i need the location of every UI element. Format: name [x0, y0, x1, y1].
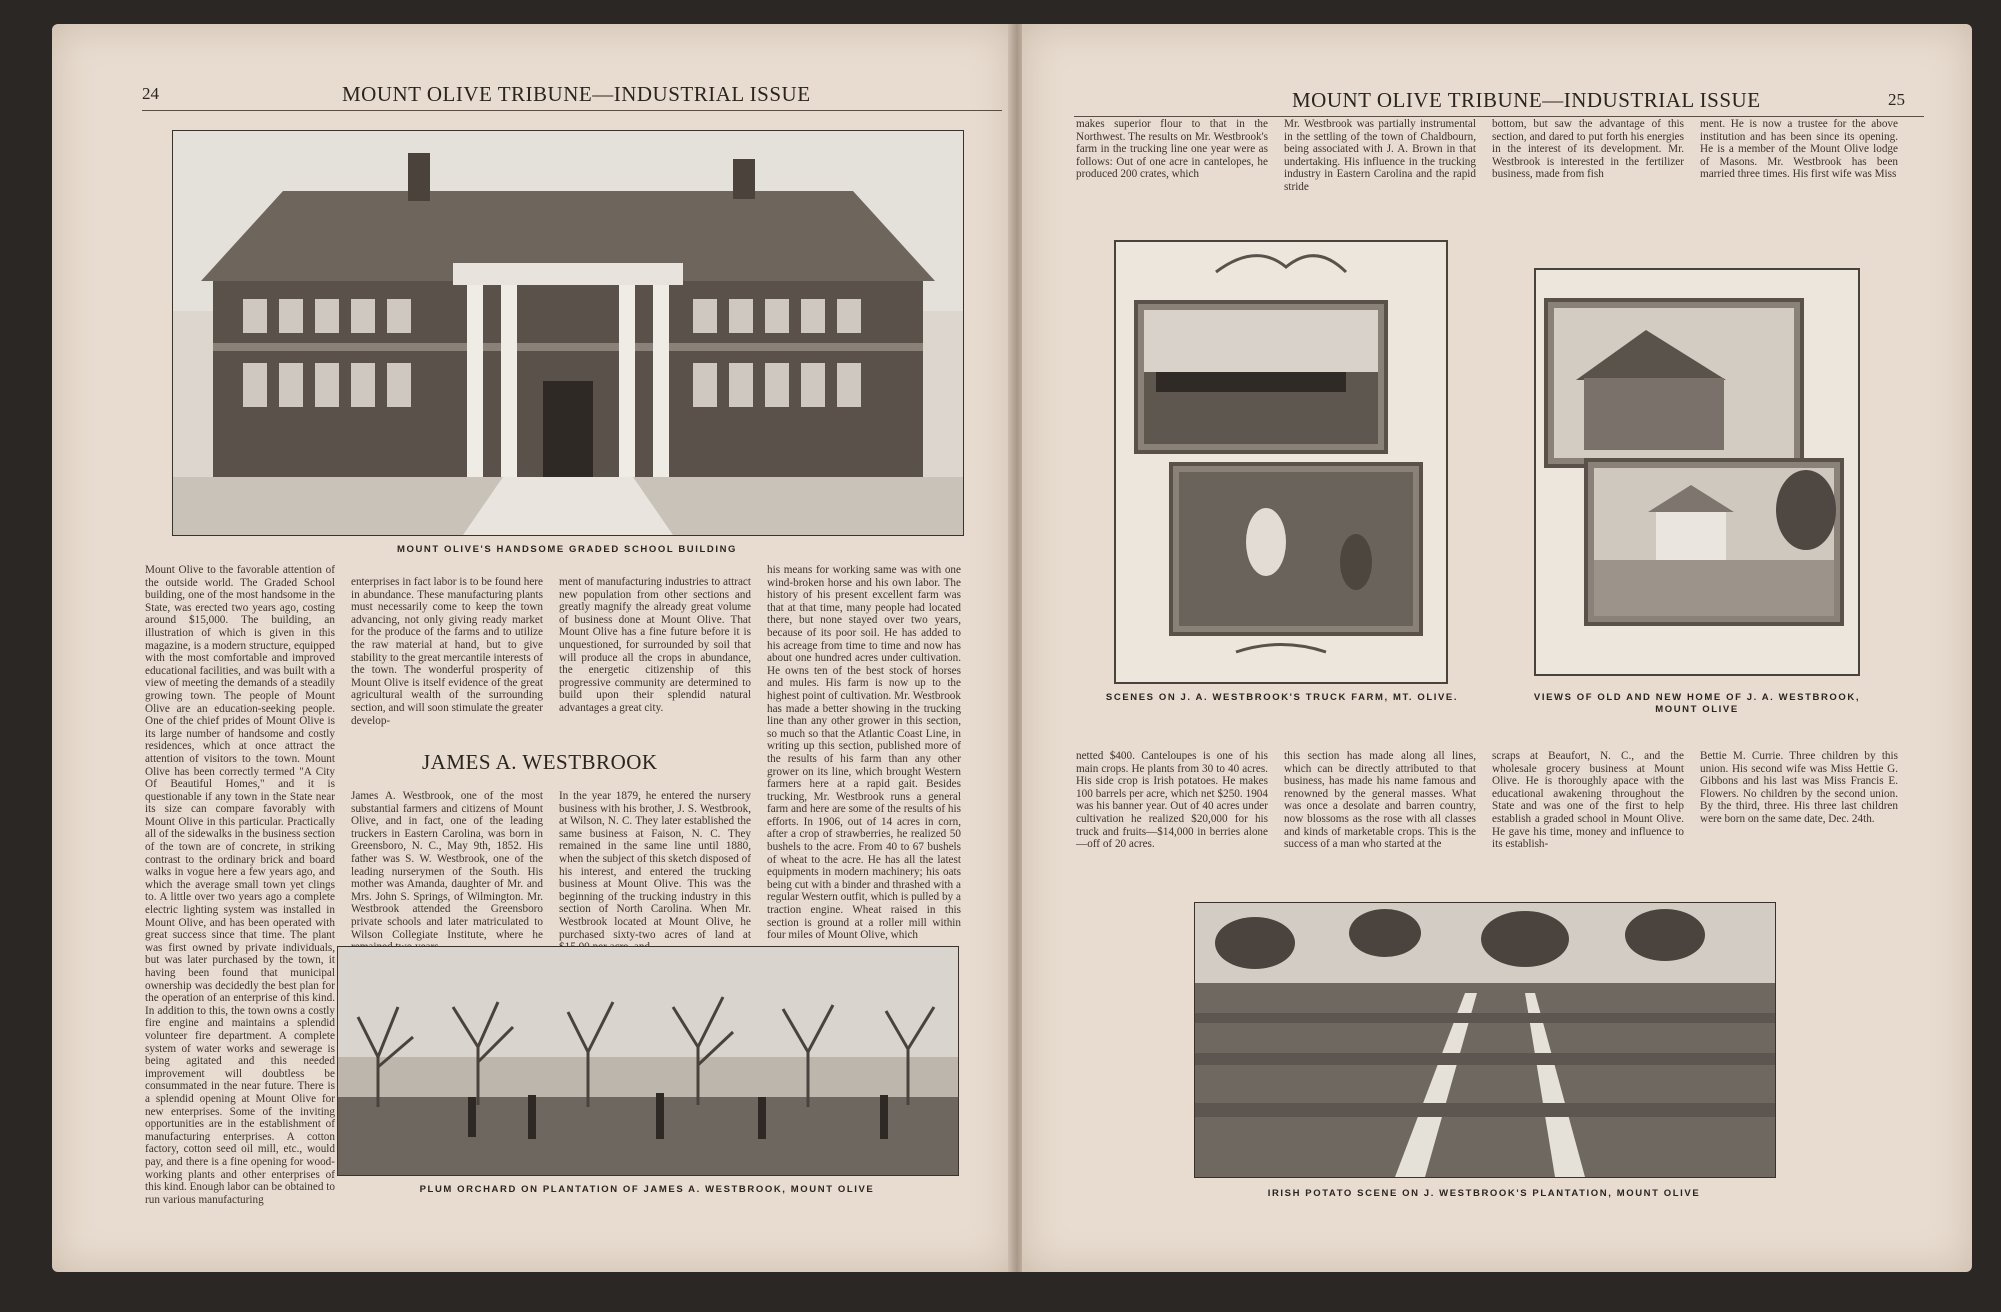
right-mid-column-2: this section has made along all lines, which can be directly attributed to that business, has made his name famous and renowned by the general masses. What was once a desolate and barren country, now blossoms as the rose with all classes and kinds of marketable crops. This is the success of a man who started at the — [1284, 750, 1476, 851]
right-mid-column-4: Bettie M. Currie. Three children by this union. His second wife was Miss Hettie G. Gibbons and his last was Miss Francis E. Flowers. No children by the second union. By the third, three. His three last children were born on the same date, Dec. 24th. — [1700, 750, 1898, 825]
page-number-left: 24 — [142, 84, 159, 103]
plum-orchard-photo — [337, 946, 959, 1176]
school-building-photo — [172, 130, 964, 536]
westbrook-home-photo — [1534, 268, 1860, 676]
right-mid-column-1: netted $400. Canteloupes is one of his main crops. He plants from 30 to 40 acres. His side crop is Irish potatoes. He makes 100 barrels per acre, which net $250. 1904 was his banner year. Out of 40 acres under cultivation he realized $20,000 for his truck and fruits—$14,000 in berries alone—off of 20 acres. — [1076, 750, 1268, 851]
header-rule-left — [142, 110, 1002, 111]
right-top-column-1: makes superior flour to that in the Northwest. The results on Mr. Westbrook's farm in the trucking line one year were as follows: Out of one acre in cantelopes, he produced 200 crates, which — [1076, 118, 1268, 181]
right-page — [1022, 24, 1972, 1272]
truck-farm-caption: SCENES ON J. A. WESTBROOK'S TRUCK FARM, MT. OLIVE. — [1105, 692, 1459, 703]
page-header-left: MOUNT OLIVE TRIBUNE—INDUSTRIAL ISSUE — [342, 82, 811, 106]
page-header-right: MOUNT OLIVE TRIBUNE—INDUSTRIAL ISSUE — [1292, 88, 1761, 112]
orchard-photo-caption: PLUM ORCHARD ON PLANTATION OF JAMES A. WESTBROOK, MOUNT OLIVE — [419, 1184, 875, 1195]
left-page — [52, 24, 1012, 1272]
home-caption-line-1: VIEWS OF OLD AND NEW HOME OF J. A. WESTBROOK, — [1533, 692, 1861, 703]
header-rule-right — [1074, 116, 1924, 117]
page-number-right: 25 — [1888, 90, 1905, 109]
text-column-3-top: ment of manufacturing industries to attract new population from other sections and greatly magnify the already great volume of business done at Mount Olive. That Mount Olive has a fine future before it is unquestioned, for surrounded by soil that will produce all the crops in abundance, the energetic citizenship of this progressive community are determined to build upon their splendid natural advantages a great city. — [559, 576, 751, 714]
text-column-2-bottom: James A. Westbrook, one of the most substantial farmers and citizens of Mount Olive, and in fact, one of the leading truckers in Eastern Carolina, was born in Greensboro, N. C., May 9th, 1852. His father was S. W. Westbrook, one of the leading nurserymen of the South. His mother was Amanda, daughter of Mr. and Mrs. John S. Springs, of Wilmington. Mr. Westbrook attended the Greensboro private schools and later matriculated to Wilson Collegiate Institute, where he — [351, 790, 543, 941]
right-top-column-4: ment. He is now a trustee for the above institution and has been since its opening. He is a member of the Mount Olive lodge of Masons. Mr. Westbrook has been married three times. His first wife was Miss — [1700, 118, 1898, 181]
home-caption-line-2: MOUNT OLIVE — [1655, 704, 1739, 715]
article-heading: JAMES A. WESTBROOK — [422, 750, 658, 774]
irish-potato-field-photo — [1194, 902, 1776, 1178]
text-column-3-bottom: In the year 1879, he entered the nursery business with his brother, J. S. Westbrook, at Wilson, N. C. They later established the same business at Faison, N. C. They remained in the same line until 1880, when the subject of this sketch disposed of his interest, and entered the trucking business at Mount Olive. This was the beginning of the trucking industry in this section of North Carolina. When Mr. Westbrook located at Mount Olive, he purchased sixty-two acres of land at — [559, 790, 751, 941]
text-column-1: Mount Olive to the favorable attention of the outside world. The Graded School building, one of the most handsome in the State, was erected two years ago, costing around $15,000. The building, an illustration of which is given in this magazine, is a modern structure, equipped with the most comfortable and improved educational facilities, and was built with a view of meeting the demands of a steadily growing town. The people of Mount Olive are an education-seeking people. One of the chief prides of Mount Olive is its large number of handsome and costly residences, which at once attract the attention of visitors to the town. Mount Olive has been correctly termed "A City Of Beautiful Homes," and it is questionable if any town in the State near its size can compare favorably with Mount Olive in this particular. Practically all of the sidewalks in the business section of the town are of concrete, in striking contrast to the ordinary brick and board walks in vogue here a few years ago, and which the average small town yet clings to. A little over two years ago a complete electric lighting system was installed in Mount Olive, and has been operated with great success since that time. The plant was first owned by private individuals, but was later purchased by the town, it having been found that municipal ownership was decidedly the best plan for the operation of an enterprise of this kind. In addition to this, the town owns a costly fire engine and maintains a splendid volunteer fire department. A complete system of water works and sewerage is being agitated and this needed improvement will doubtless be consummated in the near future. There is a splendid opening at Mount Olive for new enterprises. Some of the inviting opportunities are in the establishment of manufacturing enterprises. A cotton factory, cotton seed oil mill, etc., would pay, and there is a fine opening for wood-working plants and other enterprises of this kind. Enough labor can be obtained to run various manufacturing — [145, 564, 335, 1206]
text-column-4: his means for working same was with one wind-broken horse and his own labor. The history of his present excellent farm was that at that time, many people had located there, but none stayed over two years, because of its poor soil. He has added to his acreage from time to time and now has about one hundred acres under cultivation. He owns ten of the best stock of horses and mules. His farm is now up to the highest point of cultivation. Mr. Westbrook has made a better showing in the trucking line than any other grower in this section, so much so that the Atlantic Coast Line, in writing up this section, published more of the results of his farm than any other grower on its line, which brought Western farmers here at a rapid gait. Besides trucking, Mr. Westbrook runs a general farm and here are some of the results of his efforts. In 1906, out of 14 acres in corn, after a crop of strawberries, he realized 50 bushels to the acre. From 40 to 67 bushels of wheat to the acre. He has all the latest equipments in modern machinery; his oats being cut with a binder and thrashed with a regular Western outfit, which is pulled by a traction engine. Wheat raised in this section is ground at a roller mill within four miles of Mount Olive, which — [767, 564, 961, 942]
potato-photo-caption: IRISH POTATO SCENE ON J. WESTBROOK'S PLANTATION, MOUNT OLIVE — [1267, 1188, 1701, 1199]
truck-farm-scenes-photo — [1114, 240, 1448, 684]
school-photo-caption: MOUNT OLIVE'S HANDSOME GRADED SCHOOL BUILDING — [396, 544, 738, 555]
text-column-2-top: enterprises in fact labor is to be found here in abundance. These manufacturing plants must necessarily come to keep the town advancing, not only giving ready market for the produce of the farms and to utilize the raw material at hand, but to give stability to the great mercantile interests of the town. The wonderful prosperity of Mount Olive is itself evidence of the great agricultural wealth of the surrounding section, and will soon stimulate the greater develop- — [351, 576, 543, 727]
right-top-column-2: Mr. Westbrook was partially instrumental in the settling of the town of Chaldbourn, being associated with J. A. Brown in that undertaking. His influence in the trucking industry in Eastern Carolina and the rapid stride — [1284, 118, 1476, 193]
right-mid-column-3: scraps at Beaufort, N. C., and the wholesale grocery business at Mount Olive. He is thoroughly apace with the educational awakening throughout the State and was one of the first to help establish a graded school in Mount Olive. He gave his time, money and influence to its establish- — [1492, 750, 1684, 851]
right-top-column-3: bottom, but saw the advantage of this section, and dared to put forth his energies in the interest of its development. Mr. Westbrook is interested in the fertilizer business, made from fish — [1492, 118, 1684, 181]
